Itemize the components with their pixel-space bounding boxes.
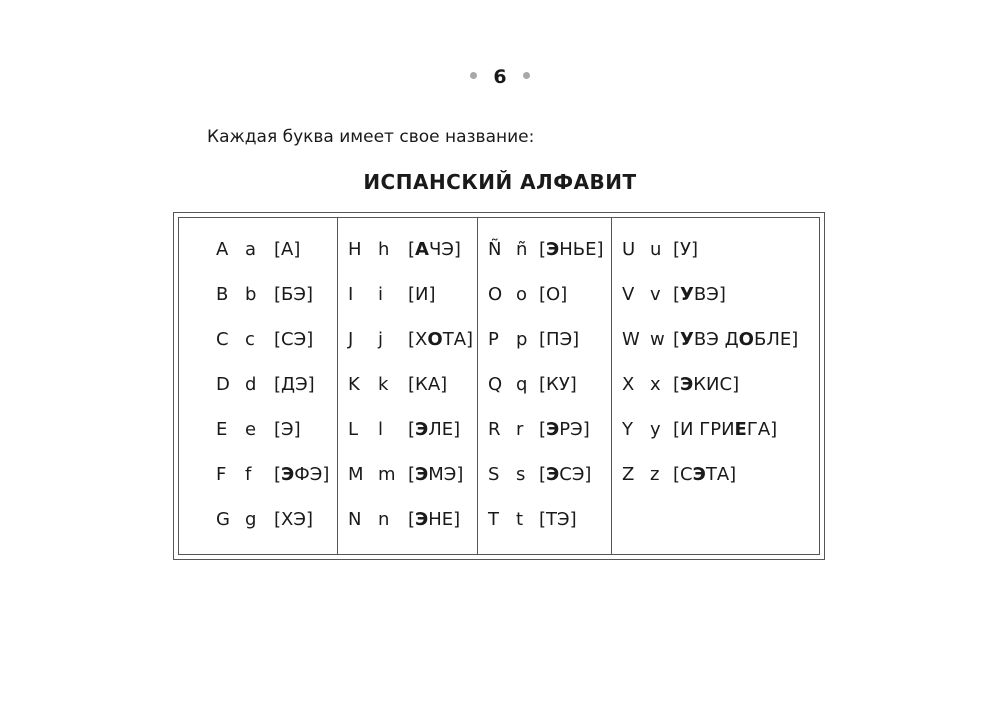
letter-name: [ПЭ] (539, 329, 580, 350)
letter-row (478, 462, 612, 488)
letter-uppercase: O (488, 284, 503, 305)
letter-row (478, 417, 612, 443)
letter-name: [УВЭ] (673, 284, 726, 305)
page-number-value: 6 (493, 66, 507, 88)
letter-uppercase: I (348, 284, 354, 305)
letter-uppercase: U (622, 239, 636, 260)
table-title: ИСПАНСКИЙ АЛФАВИТ (363, 170, 637, 194)
alphabet-table-inner (178, 217, 820, 555)
letter-lowercase: d (245, 374, 257, 395)
letter-name: [СЭТА] (673, 464, 737, 485)
letter-name: [ЭСЭ] (539, 464, 592, 485)
letter-uppercase: H (348, 239, 362, 260)
letter-name: [ЭКИС] (673, 374, 740, 395)
letter-lowercase: y (650, 419, 661, 440)
letter-row (478, 237, 612, 263)
letter-uppercase: T (488, 509, 499, 530)
letter-row (179, 237, 337, 263)
letter-lowercase: f (245, 464, 252, 485)
alphabet-column (477, 218, 612, 554)
intro-text: Каждая буква имеет свое название: (207, 127, 535, 147)
letter-name: [И ГРИЕГА] (673, 419, 778, 440)
letter-name: [ЭМЭ] (408, 464, 464, 485)
letter-row (179, 417, 337, 443)
letter-lowercase: g (245, 509, 257, 530)
bullet-left-icon (470, 72, 477, 79)
letter-row (338, 237, 478, 263)
letter-uppercase: K (348, 374, 360, 395)
letter-lowercase: r (516, 419, 524, 440)
letter-row (612, 462, 820, 488)
letter-row (612, 282, 820, 308)
letter-row (338, 507, 478, 533)
letter-uppercase: C (216, 329, 229, 350)
letter-lowercase: x (650, 374, 661, 395)
letter-row (338, 462, 478, 488)
letter-row (179, 507, 337, 533)
letter-name: [ДЭ] (274, 374, 315, 395)
letter-lowercase: w (650, 329, 665, 350)
bullet-right-icon (523, 72, 530, 79)
letter-lowercase: b (245, 284, 257, 305)
letter-lowercase: o (516, 284, 528, 305)
letter-row (179, 282, 337, 308)
letter-lowercase: v (650, 284, 661, 305)
letter-row (478, 507, 612, 533)
letter-name: [КА] (408, 374, 448, 395)
alphabet-column (611, 218, 820, 554)
letter-name: [ХЭ] (274, 509, 313, 530)
letter-row (179, 462, 337, 488)
page-number (0, 66, 1000, 88)
letter-row (612, 327, 820, 353)
letter-lowercase: q (516, 374, 528, 395)
letter-name: [БЭ] (274, 284, 313, 305)
letter-lowercase: a (245, 239, 257, 260)
letter-uppercase: M (348, 464, 364, 485)
letter-name: [ЭНЬЕ] (539, 239, 604, 260)
letter-lowercase: n (378, 509, 390, 530)
letter-row (478, 282, 612, 308)
letter-row (338, 417, 478, 443)
letter-lowercase: i (378, 284, 384, 305)
letter-uppercase: G (216, 509, 230, 530)
letter-uppercase: Y (622, 419, 633, 440)
letter-row (179, 372, 337, 398)
letter-uppercase: Q (488, 374, 503, 395)
letter-row (179, 327, 337, 353)
letter-uppercase: P (488, 329, 499, 350)
letter-row (478, 327, 612, 353)
letter-name: [СЭ] (274, 329, 314, 350)
letter-row (338, 282, 478, 308)
letter-lowercase: p (516, 329, 528, 350)
letter-uppercase: S (488, 464, 500, 485)
letter-uppercase: A (216, 239, 229, 260)
letter-uppercase: N (348, 509, 362, 530)
letter-row (478, 372, 612, 398)
letter-lowercase: j (378, 329, 384, 350)
letter-name: [ЭНЕ] (408, 509, 461, 530)
letter-lowercase: e (245, 419, 257, 440)
letter-uppercase: E (216, 419, 228, 440)
letter-row (612, 372, 820, 398)
letter-uppercase: V (622, 284, 635, 305)
letter-lowercase: ñ (516, 239, 528, 260)
letter-uppercase: F (216, 464, 227, 485)
letter-uppercase: Ñ (488, 239, 502, 260)
letter-name: [ТЭ] (539, 509, 577, 530)
letter-name: [ХОТА] (408, 329, 474, 350)
letter-name: [И] (408, 284, 436, 305)
letter-name: [УВЭ ДОБЛЕ] (673, 329, 799, 350)
letter-uppercase: X (622, 374, 635, 395)
letter-lowercase: t (516, 509, 524, 530)
letter-uppercase: L (348, 419, 359, 440)
letter-lowercase: c (245, 329, 255, 350)
letter-name: [АЧЭ] (408, 239, 461, 260)
alphabet-table (173, 212, 825, 560)
letter-uppercase: W (622, 329, 640, 350)
letter-lowercase: m (378, 464, 396, 485)
letter-name: [А] (274, 239, 301, 260)
letter-name: [О] (539, 284, 568, 305)
alphabet-column (337, 218, 478, 554)
letter-name: [ЭРЭ] (539, 419, 590, 440)
letter-lowercase: u (650, 239, 662, 260)
letter-name: [Э] (274, 419, 301, 440)
letter-lowercase: k (378, 374, 389, 395)
letter-row (612, 417, 820, 443)
letter-row (338, 372, 478, 398)
letter-name: [ЭФЭ] (274, 464, 330, 485)
letter-uppercase: J (348, 329, 354, 350)
letter-lowercase: h (378, 239, 390, 260)
letter-row (338, 327, 478, 353)
letter-name: [ЭЛЕ] (408, 419, 461, 440)
letter-lowercase: l (378, 419, 384, 440)
letter-uppercase: R (488, 419, 501, 440)
letter-row (612, 237, 820, 263)
letter-lowercase: s (516, 464, 526, 485)
letter-name: [КУ] (539, 374, 577, 395)
letter-name: [У] (673, 239, 699, 260)
alphabet-column (179, 218, 337, 554)
letter-lowercase: z (650, 464, 660, 485)
letter-uppercase: Z (622, 464, 635, 485)
letter-uppercase: B (216, 284, 229, 305)
letter-uppercase: D (216, 374, 230, 395)
